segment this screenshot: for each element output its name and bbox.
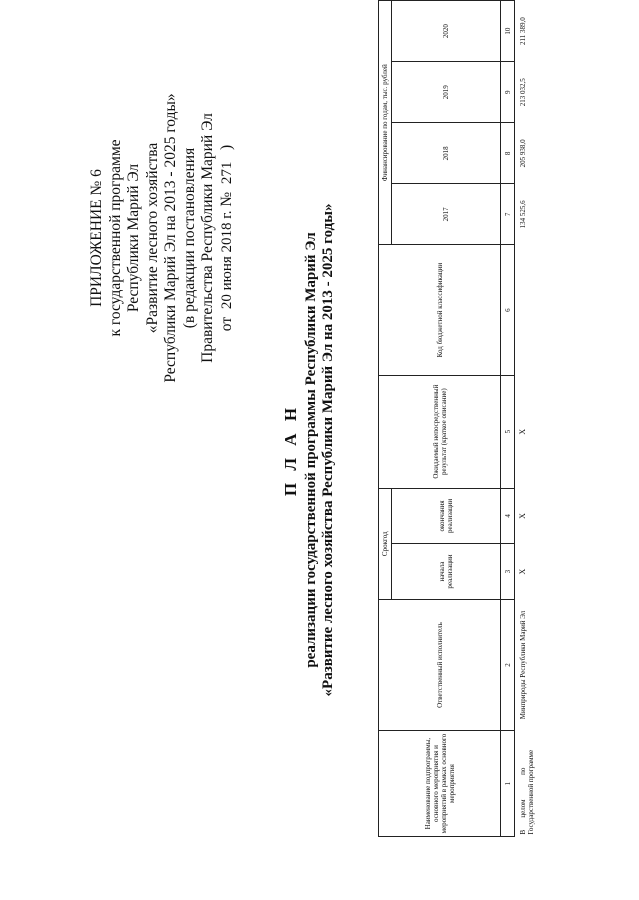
column-number: 1 — [501, 731, 515, 837]
total-year-2018: 205 938,0 — [519, 139, 527, 168]
plan-title: П Л А Н — [281, 403, 300, 497]
column-number: 7 — [501, 184, 515, 245]
appendix-date-line — [218, 68, 237, 408]
column-number: 9 — [501, 62, 515, 123]
header-name: Наименование подпрограммы, основного мероприятия и мероприятий в рамках основного мероприятия — [379, 731, 501, 837]
appendix-line: Республики Марий Эл на 2013 - 2025 годы» — [162, 93, 179, 383]
subtitle-line: «Развитие лесного хозяйства Республики Марий Эл на 2013 - 2025 годы» — [320, 203, 336, 697]
table-row — [515, 1, 576, 837]
appendix-line: Правительства Республики Марий Эл — [199, 113, 216, 363]
header-term — [379, 488, 392, 599]
header-year-2019: 2019 — [392, 62, 501, 123]
total-year-2019: 213 032,5 — [519, 78, 527, 107]
header-executor: Ответственный исполнитель — [379, 599, 501, 730]
header-year-2018: 2018 — [392, 123, 501, 184]
plan-table — [378, 0, 575, 837]
plan-subtitle — [303, 120, 337, 780]
column-number: 10 — [501, 1, 515, 62]
total-name-part: Государственной программе — [527, 749, 535, 835]
total-name — [515, 731, 576, 837]
total-executor: Минприроды Республики Марий Эл — [519, 610, 527, 720]
header-start: начала реализации — [392, 544, 501, 600]
appendix-header — [88, 68, 236, 408]
column-number: 8 — [501, 123, 515, 184]
appendix-line: Республики Марий Эл — [125, 163, 142, 313]
header-term-label: Срок — [381, 540, 389, 557]
total-name-part: В — [519, 829, 527, 835]
total-year-2017: 134 525,6 — [519, 200, 527, 229]
column-number: 2 — [501, 599, 515, 730]
header-year-2020: 2020 — [392, 1, 501, 62]
appendix-line: к государственной программе — [106, 139, 124, 337]
column-number: 5 — [501, 375, 515, 488]
total-end: X — [518, 513, 527, 519]
header-term-suffix: год — [381, 531, 389, 541]
appendix-line: «Развитие лесного хозяйства — [143, 142, 161, 334]
total-start: X — [518, 568, 527, 575]
total-budget-code — [515, 245, 576, 375]
number-prefix: № — [217, 191, 235, 207]
header-result: Ожидаемый непосредственный результат (краткое описание) — [379, 375, 501, 488]
total-year-2020: 211 389,0 — [519, 17, 527, 45]
date-value: 20 июня 2018 г. — [218, 210, 235, 310]
total-name-part: целом — [519, 799, 527, 818]
appendix-line: ПРИЛОЖЕНИЕ № 6 — [88, 169, 105, 307]
subtitle-line: реализации государственной программы Республики Марий Эл — [303, 232, 319, 668]
column-number: 4 — [501, 488, 515, 544]
total-result: X — [518, 428, 527, 435]
date-prefix: от — [217, 316, 235, 332]
number-suffix: ) — [217, 144, 235, 150]
header-end: окончания реализации — [392, 488, 501, 544]
header-year-2017: 2017 — [392, 184, 501, 245]
column-number: 3 — [501, 544, 515, 600]
total-name-part: по — [519, 767, 527, 775]
column-numbers-row — [501, 1, 515, 837]
header-budget-code: Код бюджетной классификации — [379, 245, 501, 375]
number-value: 271 — [218, 161, 235, 185]
header-financing: Финансирование по годам, тыс. рублей — [379, 1, 392, 245]
column-number: 6 — [501, 245, 515, 375]
appendix-line: (в редакции постановления — [180, 147, 198, 329]
